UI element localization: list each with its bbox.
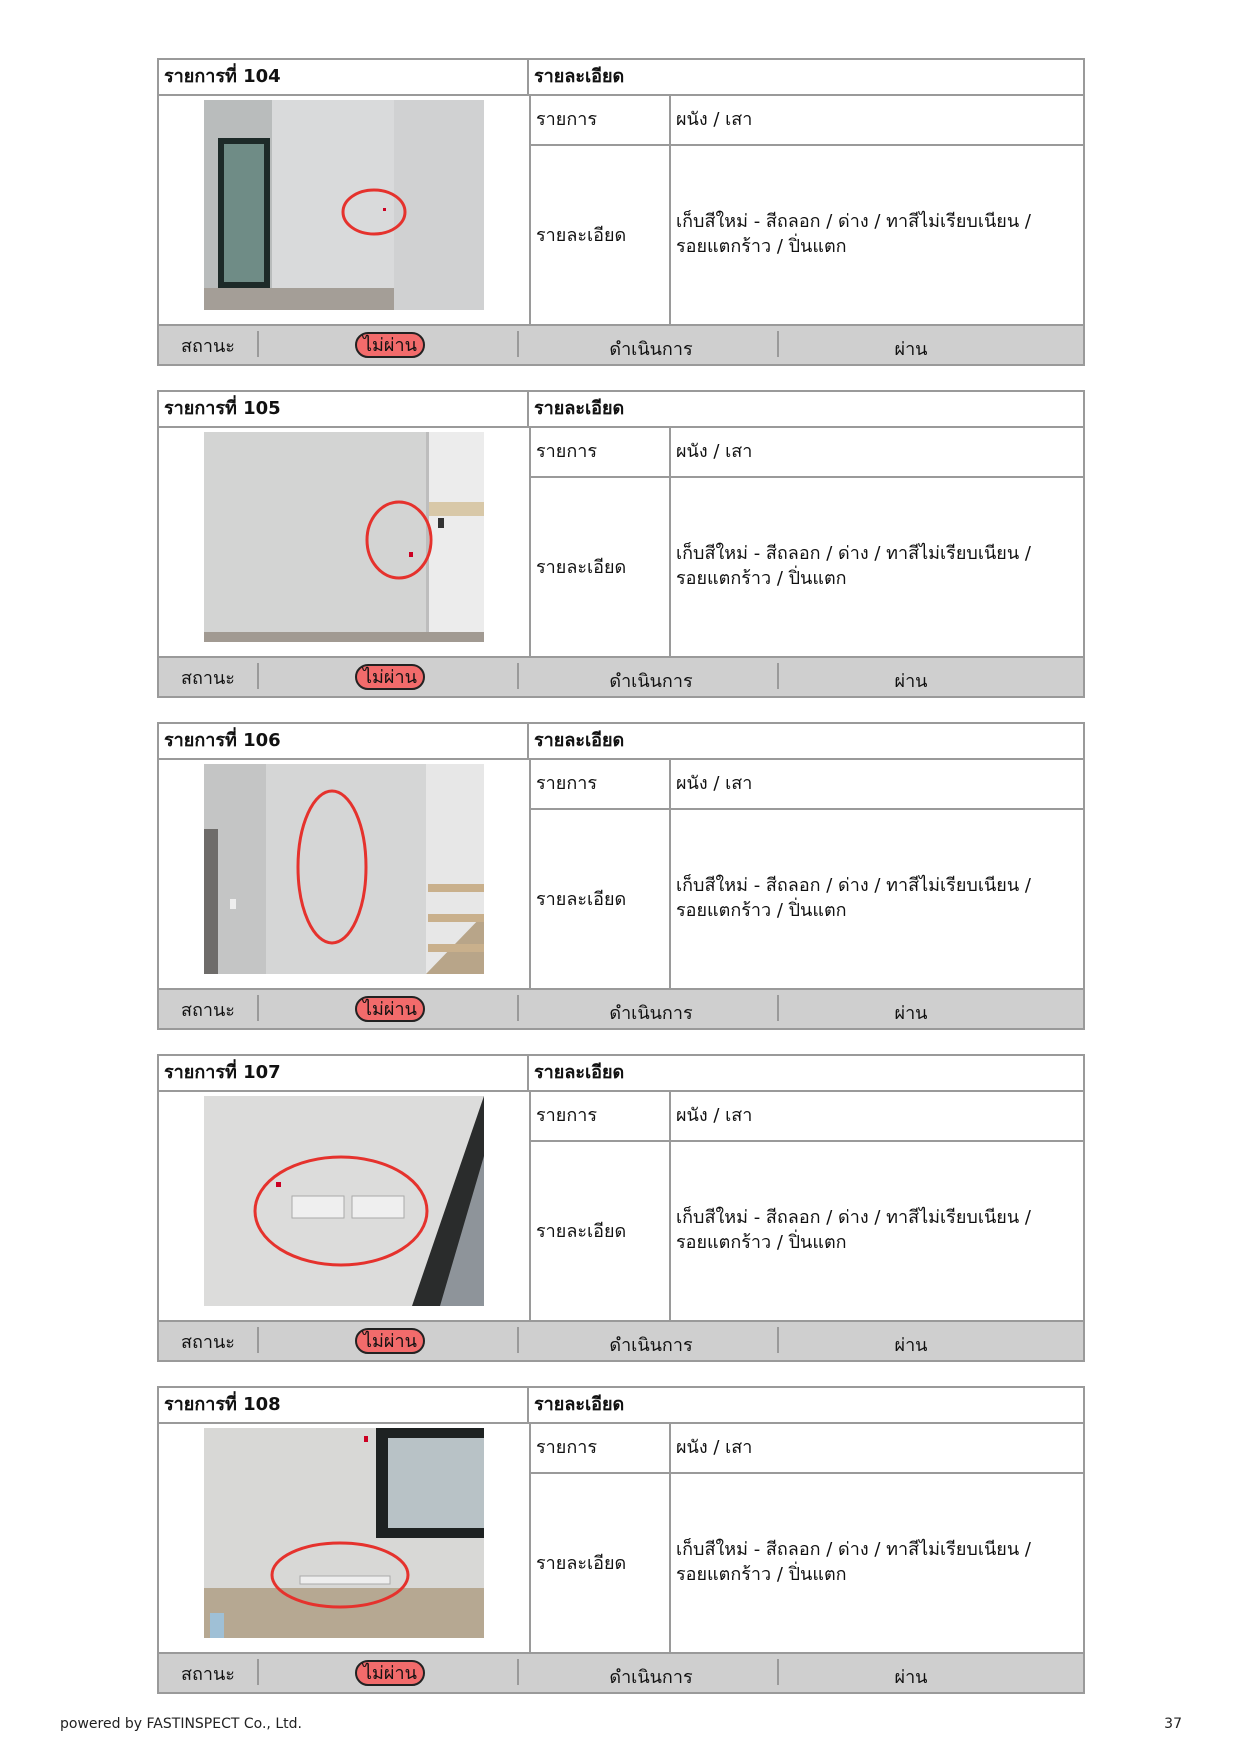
defect-photo[interactable] <box>204 432 484 642</box>
detail-line-2: รอยแตกร้าว / ปิ่นแตก <box>676 900 847 921</box>
inspection-card <box>157 1386 1085 1694</box>
inspection-card <box>157 58 1085 366</box>
item-value: ผนัง / เสา <box>676 773 753 794</box>
defect-photo[interactable] <box>204 1428 484 1638</box>
detail-value <box>671 478 1081 654</box>
status-bar <box>159 324 1083 364</box>
inspection-card <box>157 722 1085 1030</box>
detail-line-1: เก็บสีใหม่ - สีถลอก / ด่าง / ทาสีไม่เรียบเนียน / <box>676 543 1031 564</box>
status-pass-option[interactable]: ผ่าน <box>894 671 928 692</box>
detail-line-2: รอยแตกร้าว / ปิ่นแตก <box>676 236 847 257</box>
detail-line-2: รอยแตกร้าว / ปิ่นแตก <box>676 568 847 589</box>
item-value: ผนัง / เสา <box>676 1105 753 1126</box>
detail-label: รายละเอียด <box>536 1220 627 1242</box>
item-label: รายการ <box>536 441 597 462</box>
inspection-card <box>157 1054 1085 1362</box>
status-in-progress-option[interactable]: ดำเนินการ <box>609 671 693 692</box>
detail-label: รายละเอียด <box>536 888 627 910</box>
detail-label: รายละเอียด <box>536 556 627 578</box>
detail-header: รายละเอียด <box>534 1062 625 1083</box>
status-in-progress-option[interactable]: ดำเนินการ <box>609 1667 693 1688</box>
footer-credit: powered by FASTINSPECT Co., Ltd. <box>60 1716 302 1732</box>
item-label: รายการ <box>536 109 597 130</box>
status-fail-badge[interactable]: ไม่ผ่าน <box>355 996 425 1022</box>
defect-photo[interactable] <box>204 100 484 310</box>
inspection-card <box>157 390 1085 698</box>
detail-value <box>671 146 1081 322</box>
status-fail-badge[interactable]: ไม่ผ่าน <box>355 1328 425 1354</box>
detail-value <box>671 810 1081 986</box>
item-title: รายการที่ 104 <box>159 60 529 94</box>
detail-line-1: เก็บสีใหม่ - สีถลอก / ด่าง / ทาสีไม่เรียบเนียน / <box>676 1207 1031 1228</box>
status-label: สถานะ <box>181 336 235 357</box>
status-label: สถานะ <box>181 1000 235 1021</box>
detail-header: รายละเอียด <box>534 730 625 751</box>
status-fail-badge[interactable]: ไม่ผ่าน <box>355 332 425 358</box>
status-fail-badge[interactable]: ไม่ผ่าน <box>355 664 425 690</box>
detail-header: รายละเอียด <box>534 398 625 419</box>
detail-line-1: เก็บสีใหม่ - สีถลอก / ด่าง / ทาสีไม่เรียบเนียน / <box>676 875 1031 896</box>
status-fail-badge[interactable]: ไม่ผ่าน <box>355 1660 425 1686</box>
item-title: รายการที่ 108 <box>159 1388 529 1422</box>
detail-value <box>671 1474 1081 1650</box>
status-in-progress-option[interactable]: ดำเนินการ <box>609 1335 693 1356</box>
detail-line-1: เก็บสีใหม่ - สีถลอก / ด่าง / ทาสีไม่เรียบเนียน / <box>676 211 1031 232</box>
item-label: รายการ <box>536 773 597 794</box>
item-value: ผนัง / เสา <box>676 109 753 130</box>
defect-photo[interactable] <box>204 764 484 974</box>
status-in-progress-option[interactable]: ดำเนินการ <box>609 1003 693 1024</box>
item-title: รายการที่ 105 <box>159 392 529 426</box>
status-pass-option[interactable]: ผ่าน <box>894 339 928 360</box>
status-bar <box>159 656 1083 696</box>
defect-photo[interactable] <box>204 1096 484 1306</box>
detail-label: รายละเอียด <box>536 1552 627 1574</box>
detail-label: รายละเอียด <box>536 224 627 246</box>
item-label: รายการ <box>536 1437 597 1458</box>
detail-header: รายละเอียด <box>534 66 625 87</box>
page-number: 37 <box>1164 1716 1182 1732</box>
status-pass-option[interactable]: ผ่าน <box>894 1003 928 1024</box>
item-title: รายการที่ 106 <box>159 724 529 758</box>
status-bar <box>159 988 1083 1028</box>
item-label: รายการ <box>536 1105 597 1126</box>
status-label: สถานะ <box>181 668 235 689</box>
status-pass-option[interactable]: ผ่าน <box>894 1335 928 1356</box>
status-label: สถานะ <box>181 1332 235 1353</box>
item-value: ผนัง / เสา <box>676 1437 753 1458</box>
status-bar <box>159 1652 1083 1692</box>
detail-line-1: เก็บสีใหม่ - สีถลอก / ด่าง / ทาสีไม่เรียบเนียน / <box>676 1539 1031 1560</box>
detail-line-2: รอยแตกร้าว / ปิ่นแตก <box>676 1232 847 1253</box>
detail-value <box>671 1142 1081 1318</box>
item-value: ผนัง / เสา <box>676 441 753 462</box>
item-title: รายการที่ 107 <box>159 1056 529 1090</box>
status-in-progress-option[interactable]: ดำเนินการ <box>609 339 693 360</box>
detail-header: รายละเอียด <box>534 1394 625 1415</box>
status-bar <box>159 1320 1083 1360</box>
detail-line-2: รอยแตกร้าว / ปิ่นแตก <box>676 1564 847 1585</box>
status-pass-option[interactable]: ผ่าน <box>894 1667 928 1688</box>
status-label: สถานะ <box>181 1664 235 1685</box>
